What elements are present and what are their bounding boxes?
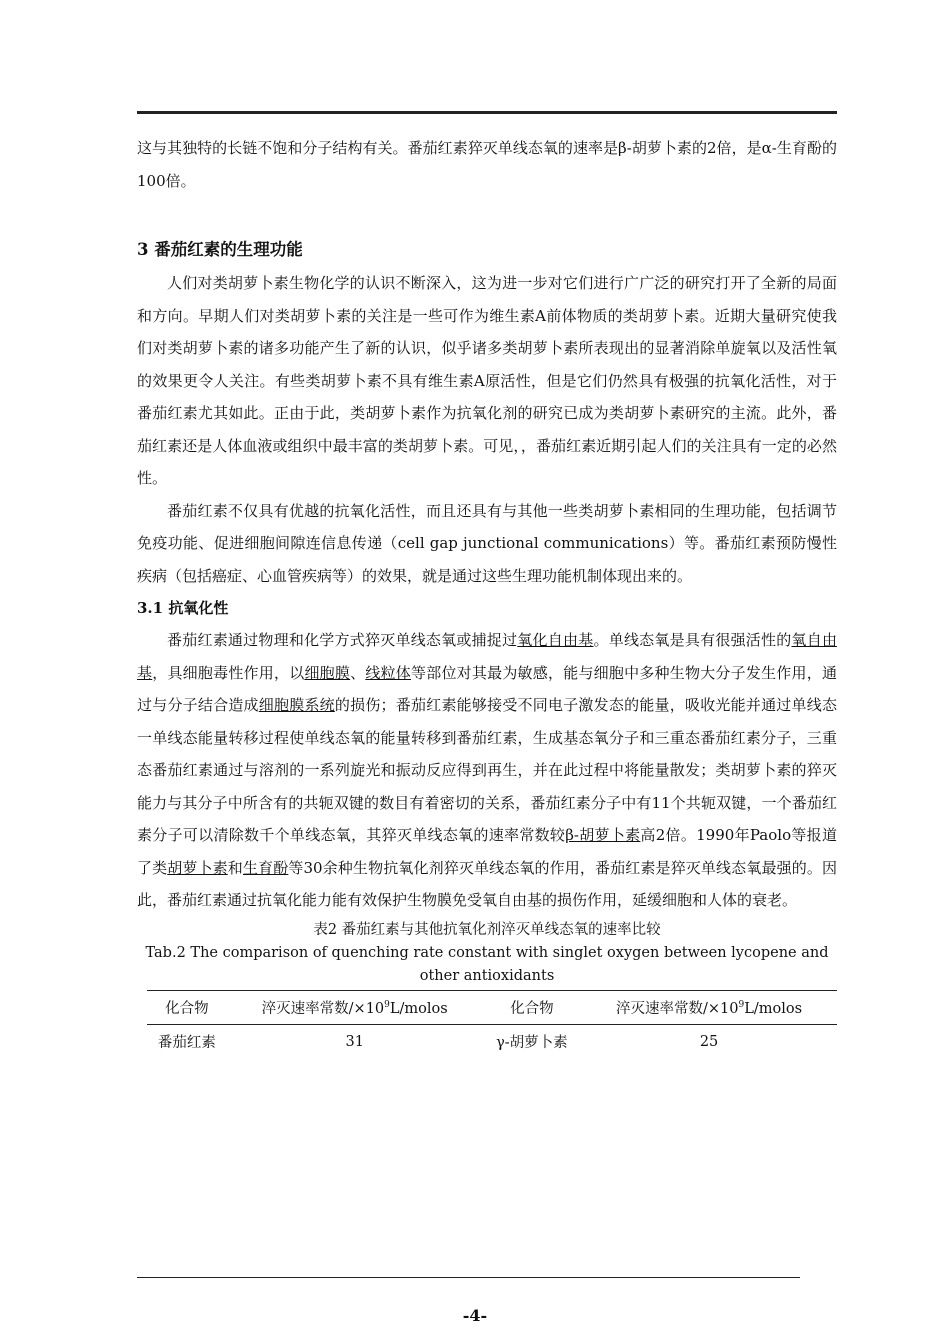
table-caption-en: Tab.2 The comparison of quenching rate constant with singlet oxygen between lycopene and other antioxidants xyxy=(145,944,829,984)
text-run: 。单线态氧是具有很强活性的 xyxy=(593,631,792,649)
paragraph-carotenoid-research: 人们对类胡萝卜素生物化学的认识不断深入，这为进一步对它们进行广广泛的研究打开了全新的局面和方向。早期人们对类胡萝卜素的关注是一些可作为维生素A前体物质的类胡萝卜素。近期大量研究使我们对类胡萝卜素的诸多功能产生了新的认识，似乎诸多类胡萝卜素所表现出的显著消除单旋氧以及活性氧的效果更令人关注。有些类胡萝卜素不具有维生素A原活性，但是它们仍然具有极强的抗氧化活性，对于番茄红素尤其如此。正由于此，类胡萝卜素作为抗氧化剂的研究已成为类胡萝卜素研究的主流。此外，番茄红素还是人体血液或组织中最丰富的类胡萝卜素。可见，，番茄红素近期引起人们的关注具有一定的必然性。 xyxy=(137,274,837,487)
text-run: 等部位对其最为敏感，能与细胞中多种生物大分子发生作用，通过与分子结合造成 xyxy=(137,663,837,714)
header-rate-text: 淬灭速率常数/×10 xyxy=(261,1000,385,1017)
header-rate-2 xyxy=(581,990,837,1024)
section-3-heading: 3 番茄红素的生理功能 xyxy=(137,240,303,259)
text-run: 和 xyxy=(227,858,243,877)
page-number: -4- xyxy=(462,1306,488,1325)
link-oxygen-radical[interactable]: 氧自由基 xyxy=(137,631,837,682)
header-rate-1 xyxy=(227,990,483,1024)
text-run: 高2倍。1990年Paolo等报道了类 xyxy=(137,826,837,877)
table-header-row xyxy=(147,990,837,1024)
link-carotene[interactable]: 胡萝卜素 xyxy=(167,858,228,877)
link-mitochondria[interactable]: 线粒体 xyxy=(365,663,412,682)
section-3-1-heading: 3.1 抗氧化性 xyxy=(137,599,229,617)
text-run: 、 xyxy=(350,663,366,682)
rate-comparison-table xyxy=(147,990,837,1057)
header-compound-1: 化合物 xyxy=(165,1000,209,1017)
header-rate-unit: L/molos xyxy=(744,1000,803,1017)
footer-rule xyxy=(137,1277,800,1278)
table-row xyxy=(147,1024,837,1057)
cell-compound: 番茄红素 xyxy=(157,1035,216,1051)
text-run: ，具细胞毒性作用，以 xyxy=(152,663,305,682)
text-run: 的损伤；番茄红素能够接受不同电子激发态的能量，吸收光能并通过单线态一单线态能量转移过程使单线态氧的能量转移到番茄红素，生成基态氧分子和三重态番茄红素分子，三重态番茄红素通过与溶剂的一系列旋光和振动反应得到再生，并在此过程中将能量散发；类胡萝卜素的猝灭能力与其分子中所含有的共轭双键的数目有着密切的关系，番茄红素分子中有11个共轭双键，一个番茄红素分子可以清除数千个单线态氧，其猝灭单线态氧的速率常数较 xyxy=(137,696,837,844)
header-rate-unit: L/molos xyxy=(389,1000,448,1017)
link-beta-carotene[interactable]: β-胡萝卜素 xyxy=(565,826,641,844)
text-run: 等30余种生物抗氧化剂猝灭单线态氧的作用，番茄红素是猝灭单线态氧最强的。因此，番茄红素通过抗氧化能力能有效保护生物膜免受氧自由基的损伤作用，延缓细胞和人体的衰老。 xyxy=(137,858,837,909)
link-peroxide-radical[interactable]: 氧化自由基 xyxy=(517,631,594,649)
header-rate-exponent: 9 xyxy=(384,999,390,1010)
table-caption-cn: 表2 番茄红素与其他抗氧化剂淬灭单线态氧的速率比较 xyxy=(313,921,661,938)
header-rate-exponent: 9 xyxy=(738,999,745,1010)
link-tocopherol[interactable]: 生育酚 xyxy=(242,858,289,877)
paragraph-continuation: 这与其独特的长链不饱和分子结构有关。番茄红素猝灭单线态氧的速率是β-胡萝卜素的2倍，是α-生育酚的100倍。 xyxy=(137,139,837,190)
cell-rate: 31 xyxy=(345,1033,364,1050)
text-run: 番茄红素通过物理和化学方式猝灭单线态氧或捕捉过 xyxy=(167,631,518,649)
link-membrane-system[interactable]: 细胞膜系统 xyxy=(258,696,335,714)
header-rule xyxy=(137,111,837,114)
header-rate-text: 淬灭速率常数/×10 xyxy=(616,1000,739,1017)
paragraph-antioxidant xyxy=(137,624,837,917)
link-cell-membrane[interactable]: 细胞膜 xyxy=(304,663,351,682)
page-body xyxy=(137,132,837,1057)
paragraph-physiological-functions: 番茄红素不仅具有优越的抗氧化活性，而且还具有与其他一些类胡萝卜素相同的生理功能，包括调节免疫功能、促进细胞间隙连信息传递（cell gap junctional communications）等。番茄红素预防慢性疾病（包括癌症、心血管疾病等）的效果，就是通过这些生理功能机制体现出来的。 xyxy=(137,501,837,585)
cell-rate: 25 xyxy=(699,1033,719,1050)
cell-compound: γ-胡萝卜素 xyxy=(496,1035,568,1051)
header-compound-2: 化合物 xyxy=(510,1000,554,1017)
